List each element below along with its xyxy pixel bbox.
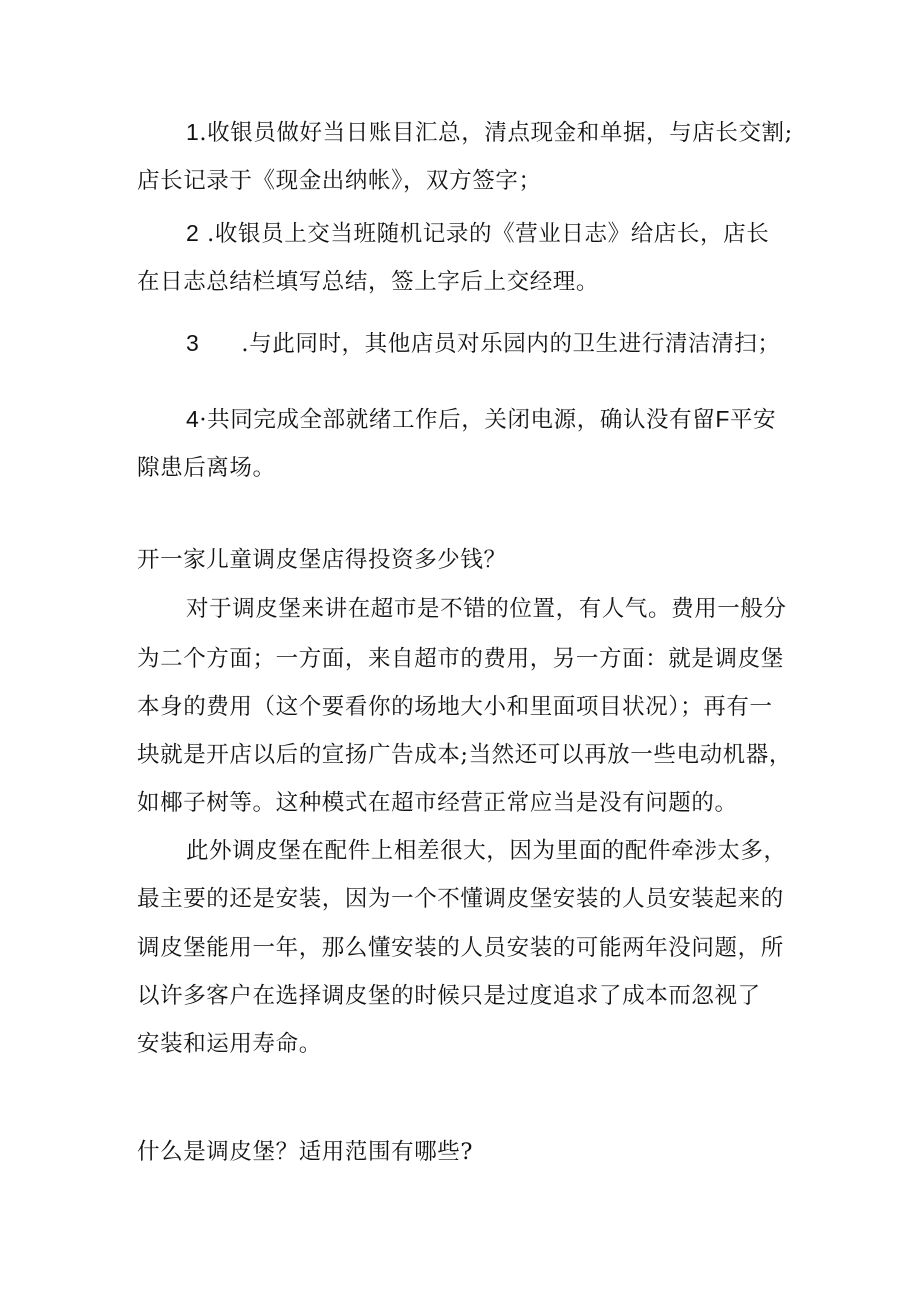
step-2-line-1: [186, 218, 769, 249]
step-3-line-1: [186, 328, 780, 359]
section-1-p1-line-2: 为二个方面；一方面，来自超市的费用，另一方面：就是调皮堡: [137, 646, 784, 672]
section-1-p2-line-5: 安装和运用寿命。: [137, 1031, 322, 1057]
section-1-p2-line-1: 此外调皮堡在配件上相差很大，因为里面的配件牵涉太多，: [186, 838, 787, 864]
step-1-line-1: [186, 117, 793, 148]
section-1-p1-line-1: 对于调皮堡来讲在超市是不错的位置，有人气。费用一般分: [186, 596, 787, 622]
step-4-inline-tail: 平安: [730, 407, 777, 433]
section-1-p2-line-3: 调皮堡能用一年，那么懂安装的人员安装的可能两年没问题，所: [137, 935, 784, 961]
step-3-number: 3: [186, 330, 200, 356]
section-1-p1-line-3: 本身的费用（这个要看你的场地大小和里面项目状况）；再有一: [137, 694, 773, 720]
step-4-text-1: ·共同完成全部就绪工作后，关闭电源，确认没有留: [199, 407, 716, 433]
section-1-p1-line-5: 如椰子树等。这种模式在超市经营正常应当是没有问题的。: [137, 790, 738, 816]
section-1-p2-line-4: 以许多客户在选择调皮堡的时候只是过度追求了成本而忽视了: [137, 983, 761, 1009]
step-4-line-2: 隙患后离场。: [137, 455, 276, 481]
step-2-number: 2: [186, 220, 200, 246]
step-4-line-1: [186, 404, 776, 435]
section-2-heading: 什么是调皮堡？适用范围有哪些?: [137, 1139, 474, 1165]
step-2-text-1: .收银员上交当班随机记录的《营业日志》给店长，店长: [199, 221, 770, 247]
step-4-inline-mark: F: [715, 406, 731, 432]
section-1-p2-line-2: 最主要的还是安装，因为一个不懂调皮堡安装的人员安装起来的: [137, 886, 784, 912]
step-1-line-2: 店长记录于《现金出纳帐》，双方签字；: [137, 168, 542, 194]
step-4-number: 4: [186, 406, 200, 432]
section-1-p1-line-4: 块就是开店以后的宣扬广告成本;当然还可以再放一些电动机器，: [137, 742, 792, 768]
step-1-text-1: .收银员做好当日账目汇总，清点现金和单据，与店长交割;: [199, 120, 793, 146]
step-1-number: 1: [186, 119, 200, 145]
section-1-heading: 开一家儿童调皮堡店得投资多少钱？: [137, 547, 507, 573]
step-3-text-1: .与此同时，其他店员对乐园内的卫生进行清洁清扫；: [241, 331, 781, 357]
step-2-line-2: 在日志总结栏填写总结，签上字后上交经理。: [137, 269, 600, 295]
